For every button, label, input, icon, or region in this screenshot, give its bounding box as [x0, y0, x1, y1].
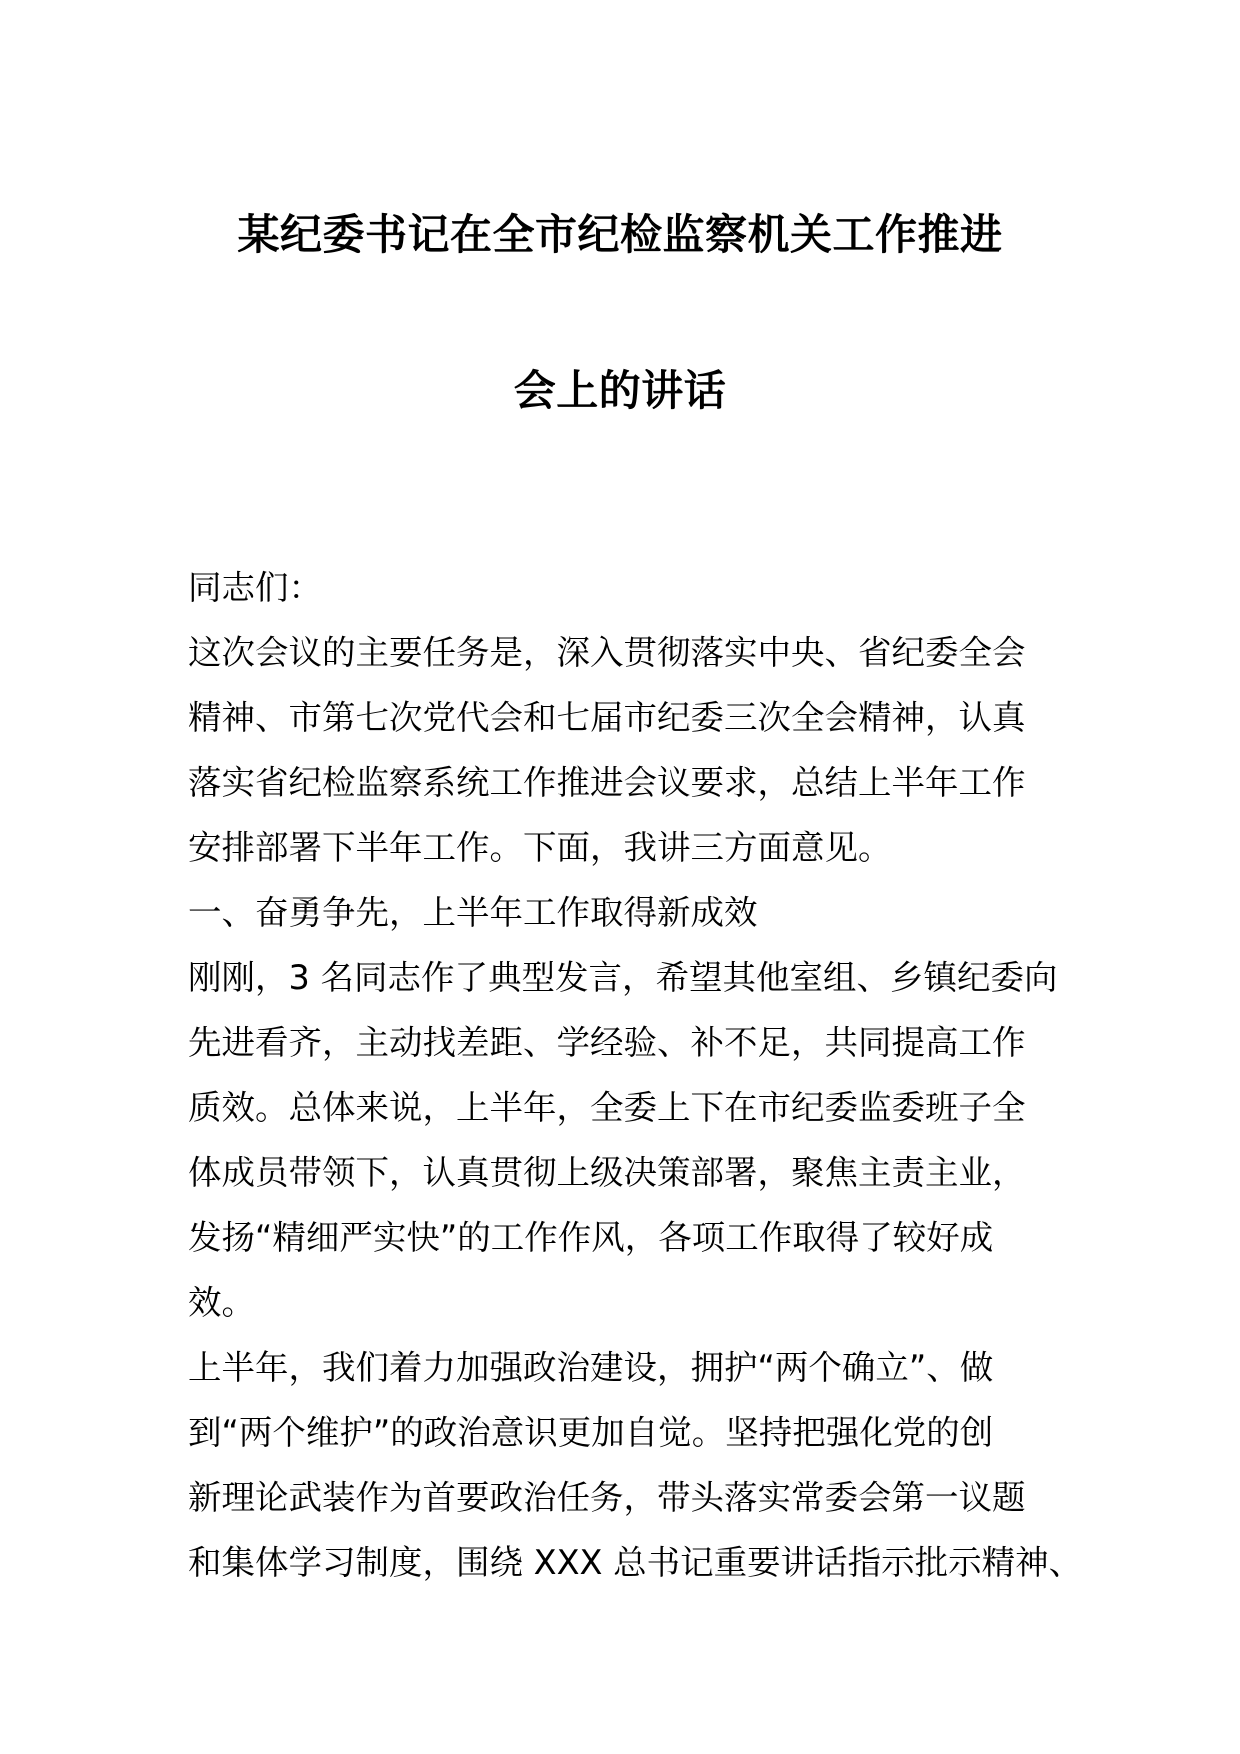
body-line: 到“两个维护”的政治意识更加自觉。坚持把强化党的创	[188, 1413, 994, 1452]
body-line: 效。	[188, 1283, 255, 1322]
body-line: 先进看齐，主动找差距、学经验、补不足，共同提高工作	[188, 1023, 1026, 1062]
body-line: 体成员带领下，认真贯彻上级决策部署，聚焦主责主业，	[188, 1153, 1026, 1192]
body-line: 上半年，我们着力加强政治建设，拥护“两个确立”、做	[188, 1348, 994, 1387]
body-line: 新理论武装作为首要政治任务，带头落实常委会第一议题	[188, 1478, 1026, 1517]
body-line: 落实省纪检监察系统工作推进会议要求，总结上半年工作	[188, 763, 1026, 802]
body-line: 和集体学习制度，围绕 XXX 总书记重要讲话指示批示精神、	[188, 1543, 1083, 1582]
document-title-line-2: 会上的讲话	[513, 366, 727, 415]
body-line: 精神、市第七次党代会和七届市纪委三次全会精神，认真	[188, 698, 1026, 737]
document-body	[188, 555, 1083, 1595]
body-line: 刚刚，3 名同志作了典型发言，希望其他室组、乡镇纪委向	[188, 958, 1058, 997]
document-title-line-1: 某纪委书记在全市纪检监察机关工作推进	[237, 210, 1003, 259]
section-heading: 一、奋勇争先，上半年工作取得新成效	[188, 893, 758, 932]
body-line: 安排部署下半年工作。下面，我讲三方面意见。	[188, 828, 892, 867]
body-line: 质效。总体来说，上半年，全委上下在市纪委监委班子全	[188, 1088, 1026, 1127]
body-line: 这次会议的主要任务是，深入贯彻落实中央、省纪委全会	[188, 633, 1026, 672]
salutation: 同志们：	[188, 568, 322, 607]
body-line: 发扬“精细严实快”的工作作风，各项工作取得了较好成	[188, 1218, 994, 1257]
